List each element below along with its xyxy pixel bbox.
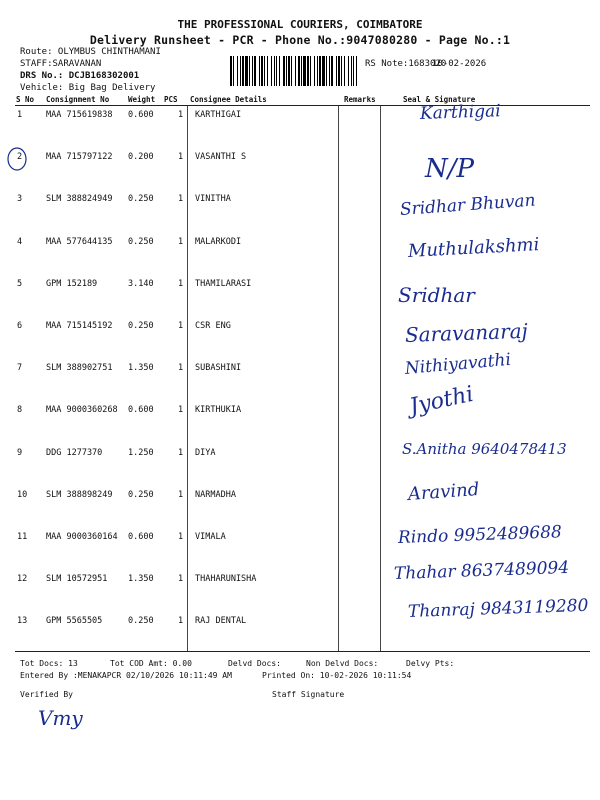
row-pcs: 1 [178,363,184,374]
printed-on: Printed On: 10-02-2026 10:11:54 [262,671,412,680]
tot-docs: Tot Docs: 13 [20,659,78,668]
non-delvd-docs: Non Delvd Docs: [306,659,379,668]
row-consignment-no: MAA 715619838 [46,110,113,120]
row-signature: Nithiyavathi [404,349,512,380]
barcode-bar [353,56,354,86]
delvy-pts: Delvy Pts: [406,659,455,668]
divider-remarks [338,106,339,651]
row-consignee: MALARKODI [195,236,242,247]
barcode-bar [274,56,275,86]
row-sno: 5 [17,278,23,289]
row-pcs: 1 [178,405,184,416]
col-seal-signature: Seal & Signature [403,95,476,104]
row-weight: 1.250 [128,447,154,458]
entered-by: Entered By :MENAKAPCR 02/10/2026 10:11:49 AM [20,671,232,680]
vehicle-label: Vehicle: Big Bag Delivery [20,83,156,93]
route-label: Route: OLYMBUS CHINTHAMANI [20,47,161,57]
row-sno: 6 [17,321,23,331]
barcode-bar [276,56,277,86]
row-consignee: VIMALA [195,532,226,542]
barcode-bar [264,56,265,86]
footer-rule [15,651,590,652]
row-sno: 13 [17,616,28,627]
row-consignment-no: MAA 9000360164 [46,532,118,542]
row-signature: Aravind [407,478,480,505]
row-pcs: 1 [178,574,184,585]
row-sno: 4 [17,236,23,247]
row-weight: 1.350 [128,363,154,374]
barcode-bar [356,56,357,86]
col-pcs: PCS [164,95,178,104]
barcode-bar [288,56,290,86]
col-weight: Weight [128,95,156,104]
row-consignment-no: SLM 388898249 [46,489,113,500]
row-signature: Muthulakshmi [407,233,540,262]
row-pcs: 1 [178,447,184,458]
row-weight: 0.250 [128,236,154,247]
row-pcs: 1 [178,321,184,331]
barcode-bar [344,56,345,86]
row-pcs: 1 [178,532,184,542]
col-consignee: Consignee Details [190,95,267,104]
verified-by-label: Verified By [20,690,73,699]
barcode-bar [351,56,352,86]
barcode-bar [291,56,292,86]
barcode-bar [301,56,302,86]
row-consignee: KIRTHUKIA [195,405,242,416]
col-consignment: Consignment No [46,95,110,104]
row-sno: 12 [17,574,28,585]
staff-label: STAFF:SARAVANAN [20,59,102,69]
row-consignment-no: SLM 388824949 [46,194,113,205]
barcode-bar [322,56,325,86]
runsheet-subtitle: Delivery Runsheet - PCR - Phone No.:9047080280 - Page No.:1 [89,33,511,47]
row-signature: Thahar 8637489094 [393,558,570,585]
drs-number: DRS No.: DCJB168302001 [20,71,140,81]
row-consignee: NARMADHA [195,489,236,500]
row-signature: Sridhar [398,282,475,307]
row-weight: 0.200 [128,152,154,163]
barcode-bar [317,56,318,86]
row-consignment-no: MAA 715797122 [46,152,113,163]
barcode-bar [249,56,250,86]
barcode-bar [254,56,256,86]
barcode-bar [233,56,234,86]
row-pcs: 1 [178,489,184,500]
barcode-bar [310,56,311,86]
row-consignment-no: GPM 152189 [46,278,98,289]
row-consignment-no: DDG 1277370 [46,447,103,458]
col-remarks: Remarks [344,95,376,104]
barcode-bar [286,56,287,86]
row-consignment-no: SLM 388902751 [46,363,113,374]
row-signature: Saravanaraj [404,318,529,347]
barcode-bar [240,56,241,86]
row-signature: Jyothi [407,382,476,421]
row-signature: Thanraj 9843119280 [407,596,589,623]
row-pcs: 1 [178,278,184,289]
row-pcs: 1 [178,152,184,163]
barcode-bar [314,56,315,86]
row-weight: 0.250 [128,616,154,627]
barcode-bar [329,56,330,86]
row-consignment-no: MAA 9000360268 [46,405,118,416]
row-weight: 0.600 [128,110,154,120]
row-weight: 0.250 [128,489,154,500]
barcode-bar [295,56,296,86]
row-consignee: VINITHA [195,194,231,205]
rs-note: RS Note:1683020 [365,59,447,69]
row-weight: 0.250 [128,194,154,205]
barcode-bar [279,56,280,86]
company-title: THE PROFESSIONAL COURIERS, COIMBATORE [177,18,423,31]
row-consignee: VASANTHI S [195,152,247,163]
delvd-docs: Delvd Docs: [228,659,281,668]
divider-consignee [187,106,188,651]
verified-signature: Vmy [38,706,83,730]
barcode-bar [261,56,263,86]
barcode-bar [348,56,349,86]
row-consignment-no: SLM 10572951 [46,574,108,585]
row-weight: 0.600 [128,532,154,542]
barcode-bar [319,56,321,86]
row-consignee: THAHARUNISHA [195,574,257,585]
row-signature: N/P [425,154,475,185]
row-consignee: THAMILARASI [195,278,252,289]
row-pcs: 1 [178,236,184,247]
row-consignment-no: MAA 715145192 [46,321,113,331]
barcode-bar [283,56,285,86]
tot-cod-amt: Tot COD Amt: 0.00 [110,659,192,668]
row-consignee: KARTHIGAI [195,110,242,120]
row-pcs: 1 [178,194,184,205]
barcode-bar [303,56,306,86]
row-sno: 1 [17,110,23,120]
row-pcs: 1 [178,616,184,627]
row-consignee: SUBASHINI [195,363,242,374]
barcode-bar [307,56,309,86]
barcode-bar [242,56,244,86]
barcode-bar [331,56,333,86]
row-signature: Karthigai [419,101,501,124]
row-consignee: DIYA [195,447,216,458]
barcode-bar [259,56,260,86]
row-sno: 7 [17,363,23,374]
row-signature: S.Anitha 9640478413 [402,439,567,458]
row-weight: 1.350 [128,574,154,585]
row-signature: Rindo 9952489688 [397,522,563,548]
barcode-bar [252,56,253,86]
barcode-bar [237,56,238,86]
barcode-bar [267,56,268,86]
row-consignee: RAJ DENTAL [195,616,247,627]
runsheet-date: 10-02-2026 [432,59,487,69]
row-consignee: CSR ENG [195,321,231,331]
row-signature: Sridhar Bhuvan [399,190,537,221]
barcode-bar [298,56,300,86]
row-consignment-no: GPM 5565505 [46,616,103,627]
barcode [230,56,360,86]
header-rule [15,105,590,106]
row-consignment-no: MAA 577644135 [46,236,113,247]
barcode-bar [326,56,327,86]
row-pcs: 1 [178,110,184,120]
row-sno: 2 [17,152,23,163]
barcode-bar [338,56,340,86]
row-sno: 8 [17,405,23,416]
barcode-bar [230,56,232,86]
barcode-bar [336,56,337,86]
divider-signature [380,106,381,651]
row-sno: 11 [17,532,28,542]
barcode-bar [245,56,248,86]
row-weight: 0.600 [128,405,154,416]
circle-mark-icon [6,146,28,172]
barcode-bar [271,56,272,86]
staff-signature-label: Staff Signature [272,690,345,699]
barcode-bar [341,56,342,86]
row-weight: 0.250 [128,321,154,331]
row-weight: 3.140 [128,278,154,289]
row-sno: 10 [17,489,28,500]
row-sno: 9 [17,447,23,458]
row-sno: 3 [17,194,23,205]
col-sno: S No [16,95,35,104]
